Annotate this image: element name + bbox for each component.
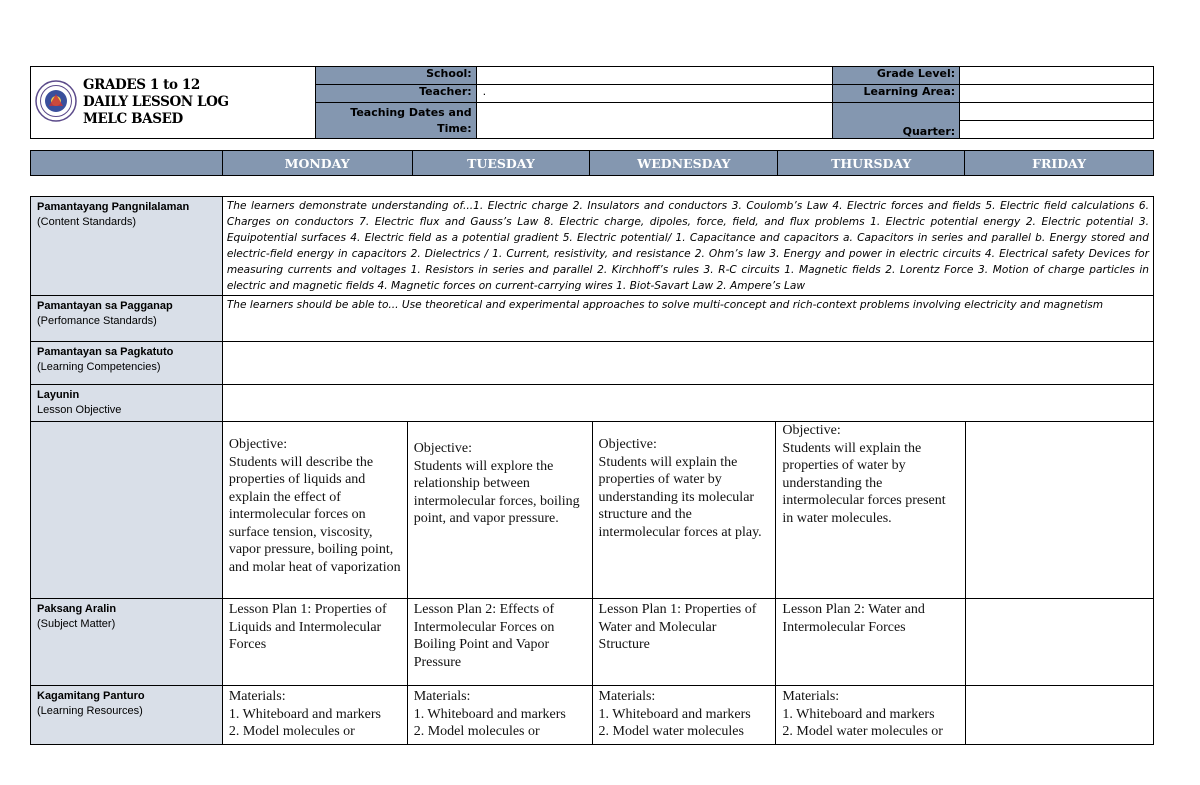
day-friday: FRIDAY xyxy=(965,151,1154,176)
learning-competencies-label xyxy=(31,342,223,385)
performance-standards-subtitle: (Perfomance Standards) xyxy=(37,315,157,327)
subject-matter-friday[interactable] xyxy=(966,599,1154,686)
grade-level-label: Grade Level: xyxy=(833,67,960,85)
resources-wednesday[interactable]: Materials: 1. Whiteboard and markers 2. Model water molecules xyxy=(592,686,776,745)
learning-area-label: Learning Area: xyxy=(833,85,960,103)
teacher-field[interactable] xyxy=(476,85,833,103)
subject-matter-label xyxy=(31,599,223,686)
content-standards-row xyxy=(31,197,1154,296)
learning-competencies-row xyxy=(31,342,1154,385)
learning-resources-title: Kagamitang Panturo xyxy=(37,690,145,702)
title-line-2: DAILY LESSON LOG xyxy=(83,93,229,110)
teaching-dates-label-line2: Time: xyxy=(437,122,472,135)
days-header-blank xyxy=(31,151,223,176)
performance-standards-title: Pamantayan sa Pagganap xyxy=(37,300,173,312)
subject-matter-wednesday[interactable]: Lesson Plan 1: Properties of Water and Molecular Structure xyxy=(592,599,776,686)
subject-matter-subtitle: (Subject Matter) xyxy=(37,618,116,630)
objective-thursday[interactable]: Objective: Students will explain the properties of water by understanding the intermolecular forces present in water molecules. xyxy=(776,422,966,599)
performance-standards-label xyxy=(31,296,223,342)
teaching-dates-label xyxy=(315,103,476,139)
grade-level-field[interactable] xyxy=(960,67,1154,85)
day-tuesday: TUESDAY xyxy=(412,151,590,176)
content-standards-text[interactable]: The learners demonstrate understanding of...1. Electric charge 2. Insulators and conductors 3. Coulomb’s Law 4. Electric forces and fields 5. Electric field calculations 6. Charges on conductors 7. Electric flux and Gauss’s Law 8. Electric charge, dipoles, force, field, and flux problems 1. Electric potential energy 2. Electric potential 3. Equipotential surfaces 4. Electric field as a potential gradient 5. Electric potential/ 1. Capacitance and capacitors a. Capacitors in series and parallel b. Energy stored and electric-field energy in capacitors 2. Dielectrics / 1. Current, resistivity, and resistance 2. Ohm’s law 3. Energy and power in electric circuits 4. Electrical safety Devices for measuring currents and voltages 1. Resistors in series and parallel 2. Kirchhoff’s rules 3. R-C circuits 1. Magnetic fields 2. Lorentz Force 3. Motion of charge particles in electric and magnetic fields 4. Magnetic forces on current-carrying wires 1. Biot-Savart Law 2. Ampere’s Law xyxy=(222,197,1153,296)
content-standards-subtitle: (Content Standards) xyxy=(37,216,137,228)
objective-wednesday[interactable]: Objective: Students will explain the properties of water by understanding its molecular structure and the intermolecular forces at play. xyxy=(592,422,776,599)
day-monday: MONDAY xyxy=(222,151,412,176)
learning-competencies-field[interactable] xyxy=(222,342,1153,385)
title-line-3: MELC BASED xyxy=(83,110,183,127)
lesson-log-table xyxy=(30,196,1154,745)
lesson-objective-subtitle: Lesson Objective xyxy=(37,404,122,416)
day-wednesday: WEDNESDAY xyxy=(590,151,778,176)
lesson-objective-title: Layunin xyxy=(37,389,80,401)
blank-value-cell xyxy=(960,103,1154,121)
subject-matter-row xyxy=(31,599,1154,686)
learning-resources-subtitle: (Learning Resources) xyxy=(37,705,143,717)
blank-label-cell xyxy=(833,103,960,121)
resources-friday[interactable] xyxy=(966,686,1154,745)
subject-matter-monday[interactable]: Lesson Plan 1: Properties of Liquids and Intermolecular Forces xyxy=(222,599,407,686)
day-thursday: THURSDAY xyxy=(778,151,965,176)
objectives-row xyxy=(31,422,1154,599)
resources-monday[interactable]: Materials: 1. Whiteboard and markers 2. Model molecules or xyxy=(222,686,407,745)
learning-resources-row xyxy=(31,686,1154,745)
learning-area-field[interactable] xyxy=(960,85,1154,103)
subject-matter-thursday[interactable]: Lesson Plan 2: Water and Intermolecular Forces xyxy=(776,599,966,686)
performance-standards-row xyxy=(31,296,1154,342)
teaching-dates-label-line1: Teaching Dates and xyxy=(350,106,472,119)
lesson-objective-label xyxy=(31,385,223,422)
objectives-label-blank xyxy=(31,422,223,599)
teaching-dates-field[interactable] xyxy=(476,103,833,139)
learning-competencies-title: Pamantayan sa Pagkatuto xyxy=(37,346,174,358)
title-block xyxy=(31,67,316,139)
quarter-field[interactable] xyxy=(960,121,1154,139)
content-standards-label xyxy=(31,197,223,296)
title-line-1: GRADES 1 to 12 xyxy=(83,76,200,93)
teacher-value: . xyxy=(482,85,487,98)
subject-matter-title: Paksang Aralin xyxy=(37,603,117,615)
deped-seal-icon xyxy=(35,80,77,122)
school-label: School: xyxy=(315,67,476,85)
learning-competencies-subtitle: (Learning Competencies) xyxy=(37,361,161,373)
header-table xyxy=(30,66,1154,139)
subject-matter-tuesday[interactable]: Lesson Plan 2: Effects of Intermolecular Forces on Boiling Point and Vapor Pressure xyxy=(407,599,592,686)
objective-tuesday[interactable]: Objective: Students will explore the relationship between intermolecular forces, boiling point, and vapor pressure. xyxy=(407,422,592,599)
objective-monday[interactable]: Objective: Students will describe the properties of liquids and explain the effect of intermolecular forces on surface tension, viscosity, vapor pressure, boiling point, and molar heat of vaporization xyxy=(222,422,407,599)
lesson-objective-field[interactable] xyxy=(222,385,1153,422)
quarter-label: Quarter: xyxy=(833,121,960,139)
learning-resources-label xyxy=(31,686,223,745)
resources-tuesday[interactable]: Materials: 1. Whiteboard and markers 2. Model molecules or xyxy=(407,686,592,745)
content-standards-title: Pamantayang Pangnilalaman xyxy=(37,201,190,213)
objective-friday[interactable] xyxy=(966,422,1154,599)
resources-thursday[interactable]: Materials: 1. Whiteboard and markers 2. Model water molecules or xyxy=(776,686,966,745)
days-header xyxy=(30,150,1154,176)
school-field[interactable] xyxy=(476,67,833,85)
teacher-label: Teacher: xyxy=(315,85,476,103)
lesson-objective-row xyxy=(31,385,1154,422)
performance-standards-text[interactable]: The learners should be able to... Use theoretical and experimental approaches to solve multi-concept and rich-context problems involving electricity and magnetism xyxy=(222,296,1153,342)
